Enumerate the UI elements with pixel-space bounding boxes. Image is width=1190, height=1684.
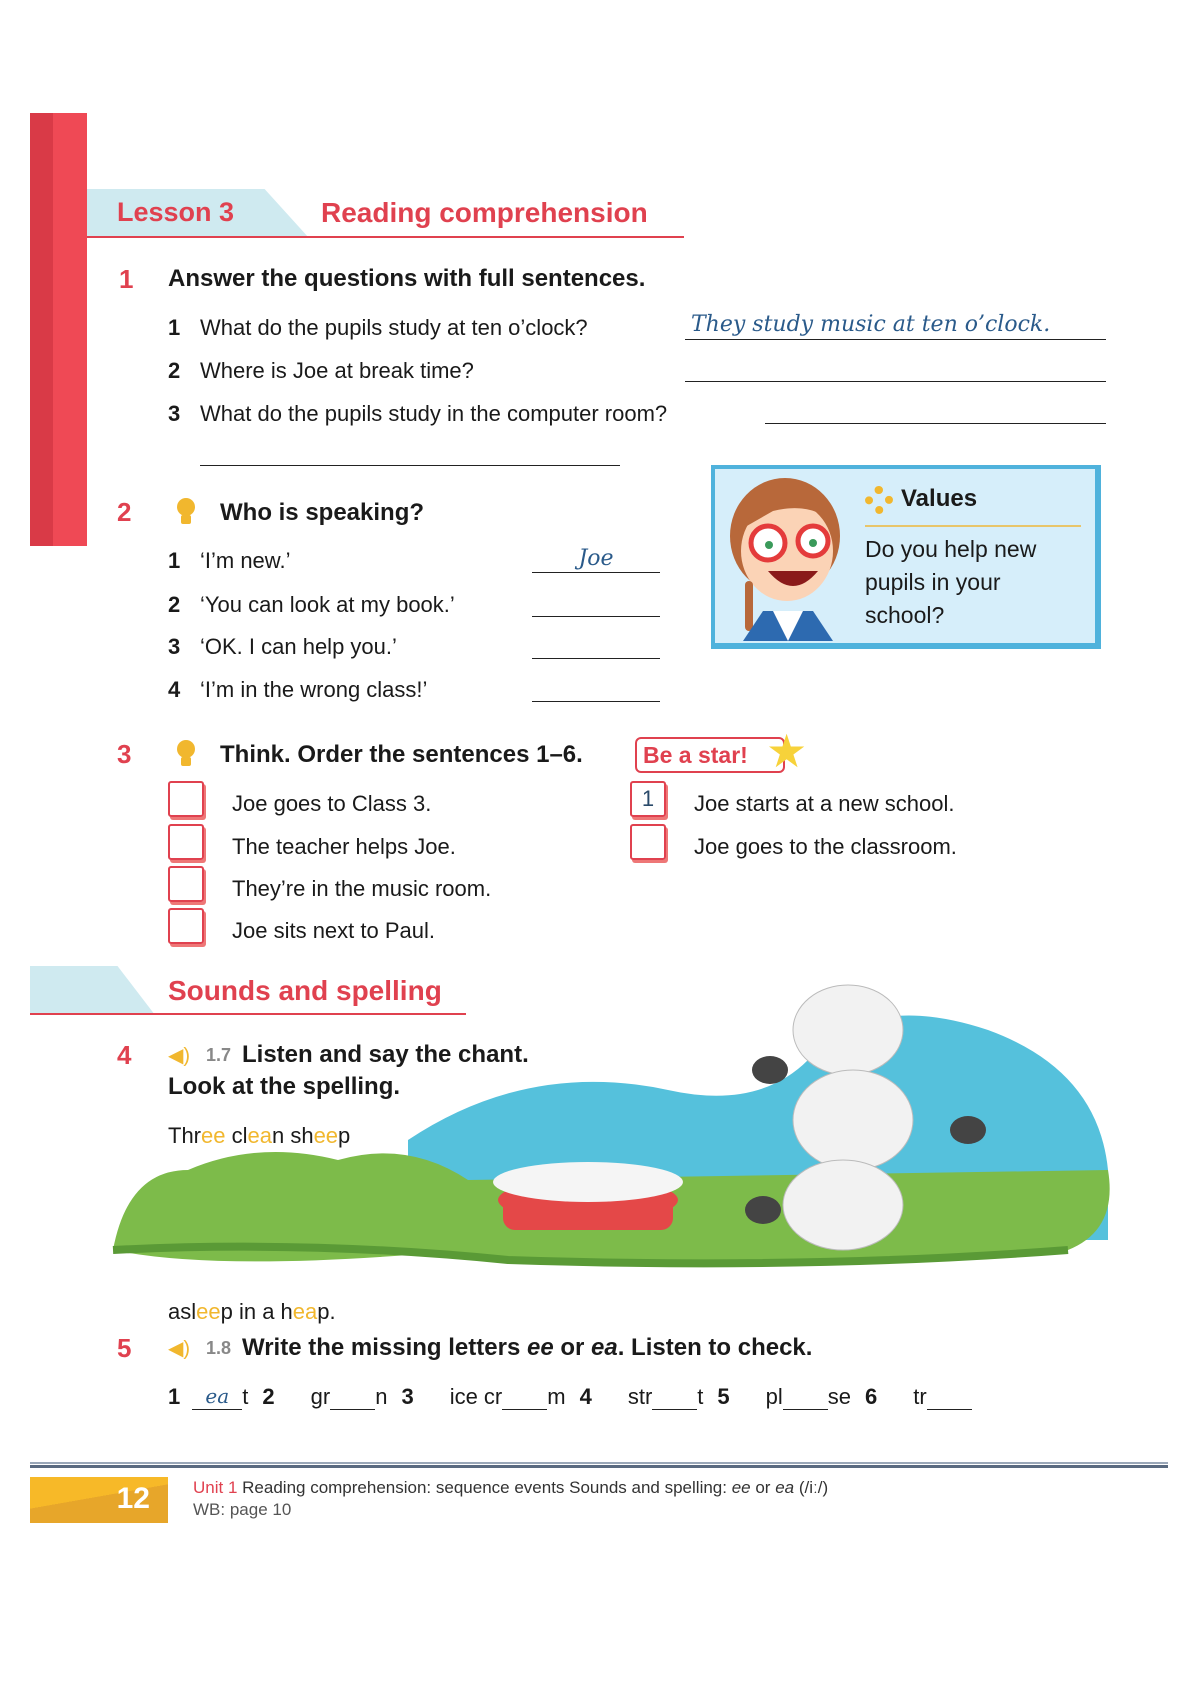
blank[interactable] <box>652 1384 697 1410</box>
answer-line[interactable] <box>765 398 1106 424</box>
chant-text: p <box>338 1123 351 1148</box>
word-part: gr <box>310 1384 331 1409</box>
sounds-title: Sounds and spelling <box>168 975 442 1006</box>
footer-text: Reading comprehension: sequence events Sounds and spelling: <box>237 1478 732 1497</box>
ex5-heading <box>242 1334 812 1362</box>
item-number: 4 <box>168 677 181 702</box>
sentence: Joe goes to Class 3. <box>232 791 432 816</box>
word-part: se <box>827 1384 852 1409</box>
values-box <box>711 465 1101 649</box>
chant-text: p in a h <box>220 1299 293 1324</box>
girl-illustration <box>723 471 853 641</box>
values-text: Do you help new pupils in your school? <box>865 536 1037 628</box>
ex4-heading-2: Look at the spelling. <box>168 1073 401 1100</box>
blank[interactable] <box>927 1384 972 1410</box>
speaker-icon: ◀︎) <box>168 1338 191 1360</box>
quote: ‘You can look at my book.’ <box>200 592 455 617</box>
values-divider <box>865 525 1081 527</box>
blank[interactable]: ea <box>192 1384 242 1410</box>
answer-line[interactable] <box>200 440 620 466</box>
ex1-heading: Answer the questions with full sentences. <box>168 265 646 292</box>
answer-text: They study music at ten o’clock. <box>691 312 1051 337</box>
chant-line-1 <box>168 1123 350 1149</box>
chant-highlight: ea <box>292 1299 318 1324</box>
word-part: str <box>627 1384 653 1409</box>
sentence: Joe goes to the classroom. <box>694 834 957 859</box>
chant-text: cl <box>225 1123 248 1148</box>
blank[interactable] <box>330 1384 375 1410</box>
sentence: They’re in the music room. <box>232 876 492 901</box>
item-number: 3 <box>401 1384 414 1409</box>
order-box[interactable] <box>168 866 204 902</box>
sentence: The teacher helps Joe. <box>232 834 456 859</box>
track-number: 1.8 <box>206 1338 232 1358</box>
ex3-number: 3 <box>117 739 132 769</box>
sentence: Joe starts at a new school. <box>694 791 955 816</box>
footer-text: or <box>750 1478 776 1497</box>
heading-text: . Listen to check. <box>617 1334 813 1361</box>
quote: ‘OK. I can help you.’ <box>200 634 397 659</box>
heading-ea: ea <box>591 1334 618 1361</box>
answer-line[interactable] <box>685 312 1106 340</box>
word-part: t <box>242 1384 249 1409</box>
chant-highlight: ee <box>313 1123 339 1148</box>
word-part: pl <box>765 1384 783 1409</box>
word-part: t <box>697 1384 704 1409</box>
heading-text: or <box>553 1334 592 1361</box>
ex2-number: 2 <box>117 497 132 527</box>
word-part: n <box>375 1384 388 1409</box>
question: What do the pupils study at ten o’clock? <box>200 315 588 340</box>
chant-highlight: ee <box>201 1123 226 1148</box>
side-bar <box>30 113 87 546</box>
answer-line[interactable] <box>532 546 660 573</box>
footer-wb: WB: page 10 <box>193 1500 292 1519</box>
item-number: 4 <box>579 1384 592 1409</box>
item-number: 1 <box>168 548 181 573</box>
item-number: 5 <box>717 1384 730 1409</box>
ex4-heading-1: Listen and say the chant. <box>242 1041 529 1068</box>
quote: ‘I’m new.’ <box>200 548 291 573</box>
footer-ipa: (/iː/) <box>794 1478 829 1497</box>
answer-text: Joe <box>578 546 614 571</box>
chant-highlight: ea <box>247 1123 272 1148</box>
blank[interactable] <box>502 1384 547 1410</box>
word-part: m <box>547 1384 566 1409</box>
item-number: 3 <box>168 401 181 426</box>
heading-ee: ee <box>526 1334 554 1361</box>
footer-ea: ea <box>775 1478 795 1497</box>
lesson-title: Reading comprehension <box>321 197 648 228</box>
item-number: 3 <box>168 634 181 659</box>
heading-text: Write the missing letters <box>242 1334 527 1361</box>
answer-line[interactable] <box>532 590 660 617</box>
footer-rule <box>30 1462 1168 1468</box>
speaker-icon: ◀︎) <box>168 1045 191 1067</box>
page-number-box <box>30 1477 168 1523</box>
order-box[interactable] <box>168 781 204 817</box>
badge-text: Be a star! <box>643 742 748 768</box>
lesson-underline <box>87 236 684 238</box>
word-part: ice cr <box>449 1384 503 1409</box>
item-number: 1 <box>168 1384 181 1409</box>
chant-highlight: ee <box>196 1299 221 1324</box>
lightbulb-icon <box>176 739 196 769</box>
ex2-heading: Who is speaking? <box>220 499 425 526</box>
footer-desc <box>193 1478 828 1498</box>
order-box[interactable]: 1 <box>630 781 666 817</box>
item-number: 1 <box>168 315 181 340</box>
flower-icon <box>865 486 893 514</box>
star-icon: ★ <box>766 725 808 777</box>
question: What do the pupils study in the computer room? <box>200 401 668 426</box>
question: Where is Joe at break time? <box>200 358 474 383</box>
order-box[interactable] <box>168 824 204 860</box>
ex4-number: 4 <box>117 1040 132 1070</box>
footer-ee: ee <box>731 1478 751 1497</box>
chant-text: Thr <box>168 1123 201 1148</box>
order-box[interactable] <box>168 908 204 944</box>
be-a-star-badge <box>635 737 785 773</box>
lesson-label: Lesson 3 <box>117 197 235 227</box>
values-title: Values <box>901 485 978 512</box>
ex3-heading: Think. Order the sentences 1–6. <box>220 741 583 768</box>
blank[interactable] <box>783 1384 828 1410</box>
word-list <box>168 1384 972 1410</box>
footer-unit: Unit 1 <box>193 1478 238 1497</box>
item-number: 2 <box>262 1384 275 1409</box>
chant-text: p. <box>317 1299 336 1324</box>
item-number: 2 <box>168 358 181 383</box>
chant-text: n sh <box>271 1123 314 1148</box>
order-box[interactable] <box>630 824 666 860</box>
lightbulb-icon <box>176 497 196 527</box>
track-number: 1.7 <box>206 1045 232 1065</box>
word-part: tr <box>913 1384 927 1409</box>
page-number: 12 <box>116 1482 150 1515</box>
answer-line[interactable] <box>685 356 1106 382</box>
item-number: 6 <box>865 1384 878 1409</box>
answer-line[interactable] <box>532 632 660 659</box>
ex5-number: 5 <box>117 1333 132 1363</box>
ex1-number: 1 <box>119 264 134 294</box>
item-number: 2 <box>168 592 181 617</box>
chant-text: asl <box>168 1299 197 1324</box>
answer-line[interactable] <box>532 675 660 702</box>
chant-line-2 <box>168 1299 336 1325</box>
sentence: Joe sits next to Paul. <box>232 918 435 943</box>
quote: ‘I’m in the wrong class!’ <box>200 677 428 702</box>
